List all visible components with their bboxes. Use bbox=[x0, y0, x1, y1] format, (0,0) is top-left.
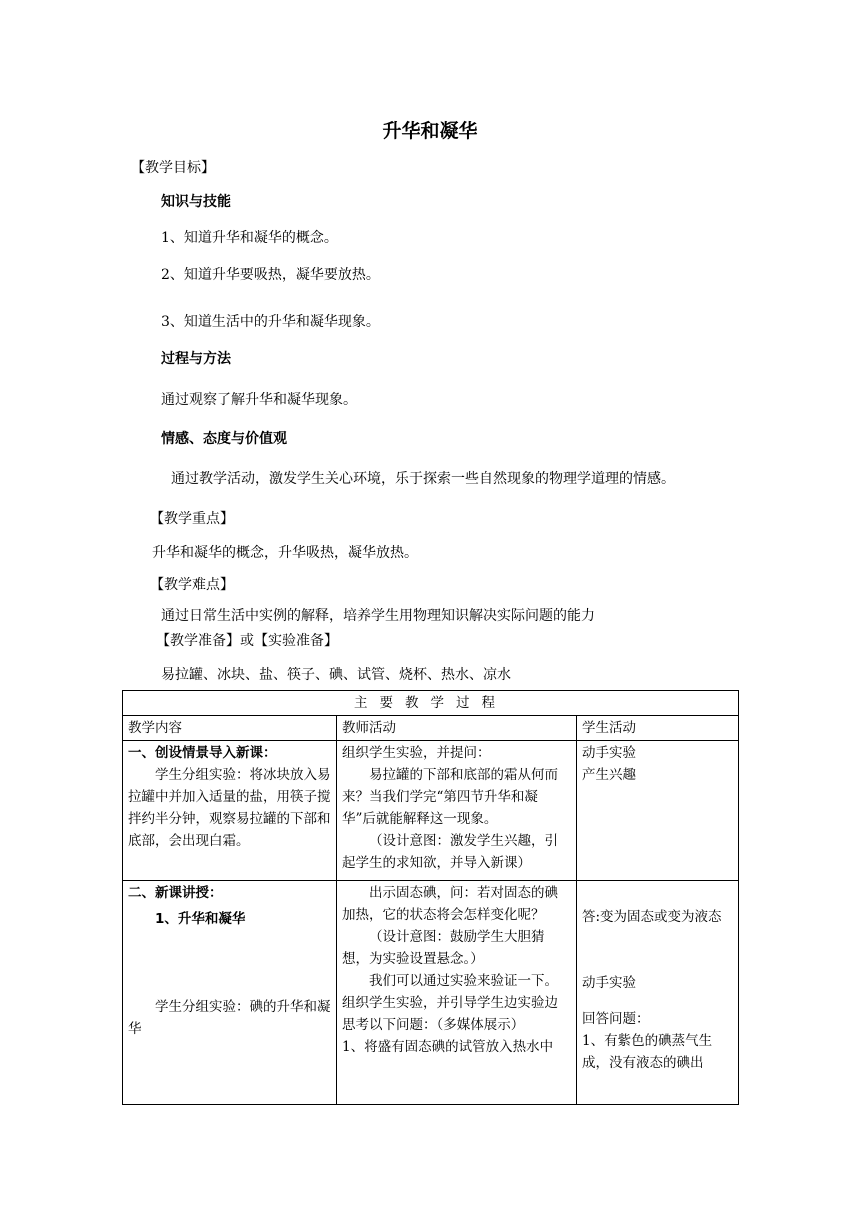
row2-student-a2: 动手实验 bbox=[582, 975, 636, 991]
prep-text: 易拉罐、冰块、盐、筷子、碘、试管、烧杯、热水、凉水 bbox=[161, 667, 511, 683]
row1-teacher-p1: 组织学生实验，并提问： bbox=[342, 745, 491, 761]
key-heading: 【教学重点】 bbox=[150, 511, 234, 527]
emotion-text: 通过教学活动，激发学生关心环境，乐于探索一些自然现象的物理学道理的情感。 bbox=[171, 471, 675, 487]
row2-teacher-cell bbox=[337, 881, 577, 1105]
row1-teacher-cell bbox=[337, 741, 577, 881]
row2-content-cell bbox=[123, 881, 337, 1105]
row2-content-text: 学生分组实验：碘的升华和凝华 bbox=[128, 999, 331, 1037]
difficulty-text: 通过日常生活中实例的解释，培养学生用物理知识解决实际问题的能力 bbox=[161, 608, 595, 624]
table-row bbox=[123, 881, 739, 1105]
row2-student-a4: 1、有紫色的碘蒸气生成，没有液态的碘出 bbox=[582, 1033, 713, 1071]
knowledge-heading: 知识与技能 bbox=[161, 194, 231, 210]
table-row bbox=[123, 741, 739, 881]
knowledge-item-2: 2、知道升华要吸热，凝华要放热。 bbox=[161, 267, 380, 283]
row2-teacher-p1: 出示固态碘，问：若对固态的碘加热，它的状态将会怎样变化呢？ bbox=[342, 885, 558, 923]
teaching-process-table bbox=[122, 690, 739, 1105]
table-caption: 主要教学过程 bbox=[123, 691, 739, 716]
row1-content-text: 学生分组实验：将冰块放入易拉罐中并加入适量的盐，用筷子搅拌约半分钟，观察易拉罐的下部和底部，会出现白霜。 bbox=[128, 767, 331, 849]
row2-student-a1: 答:变为固态或变为液态 bbox=[582, 909, 722, 925]
process-heading: 过程与方法 bbox=[161, 351, 231, 367]
page-title: 升华和凝华 bbox=[382, 120, 478, 142]
row2-student-cell bbox=[577, 881, 739, 1105]
row1-student-l1: 动手实验 bbox=[582, 745, 636, 761]
table-caption-row bbox=[123, 691, 739, 716]
row2-student-a3: 回答问题： bbox=[582, 1011, 650, 1027]
col-header-student: 学生活动 bbox=[577, 716, 739, 741]
row1-student-cell bbox=[577, 741, 739, 881]
knowledge-item-1: 1、知道升华和凝华的概念。 bbox=[161, 230, 338, 246]
prep-heading: 【教学准备】或【实验准备】 bbox=[156, 633, 338, 649]
knowledge-item-3: 3、知道生活中的升华和凝华现象。 bbox=[161, 314, 380, 330]
row1-content-title: 一、创设情景导入新课： bbox=[128, 745, 277, 761]
row2-content-title: 二、新课讲授： bbox=[128, 885, 223, 901]
col-header-teacher: 教师活动 bbox=[337, 716, 577, 741]
row2-teacher-p4: 1、将盛有固态碘的试管放入热水中 bbox=[342, 1039, 554, 1055]
col-header-content: 教学内容 bbox=[123, 716, 337, 741]
process-text: 通过观察了解升华和凝华现象。 bbox=[161, 392, 357, 408]
row2-teacher-p2: （设计意图：鼓励学生大胆猜想，为实验设置悬念。） bbox=[342, 929, 545, 967]
objectives-heading: 【教学目标】 bbox=[131, 160, 215, 176]
key-text: 升华和凝华的概念，升华吸热，凝华放热。 bbox=[152, 545, 418, 561]
row1-content-cell bbox=[123, 741, 337, 881]
row1-teacher-p2: 易拉罐的下部和底部的霜从何而来？当我们学完“第四节升华和凝华”后就能解释这一现象。 bbox=[342, 767, 558, 827]
row2-content-sub: 1、升华和凝华 bbox=[155, 911, 246, 927]
row1-teacher-p3: （设计意图：激发学生兴趣，引起学生的求知欲，并导入新课） bbox=[342, 833, 558, 871]
difficulty-heading: 【教学难点】 bbox=[150, 577, 234, 593]
row1-student-l2: 产生兴趣 bbox=[582, 767, 636, 783]
table-header-row bbox=[123, 716, 739, 741]
emotion-heading: 情感、态度与价值观 bbox=[161, 431, 287, 447]
row2-teacher-p3: 我们可以通过实验来验证一下。组织学生实验，并引导学生边实验边思考以下问题：（多媒体展示） bbox=[342, 973, 558, 1033]
